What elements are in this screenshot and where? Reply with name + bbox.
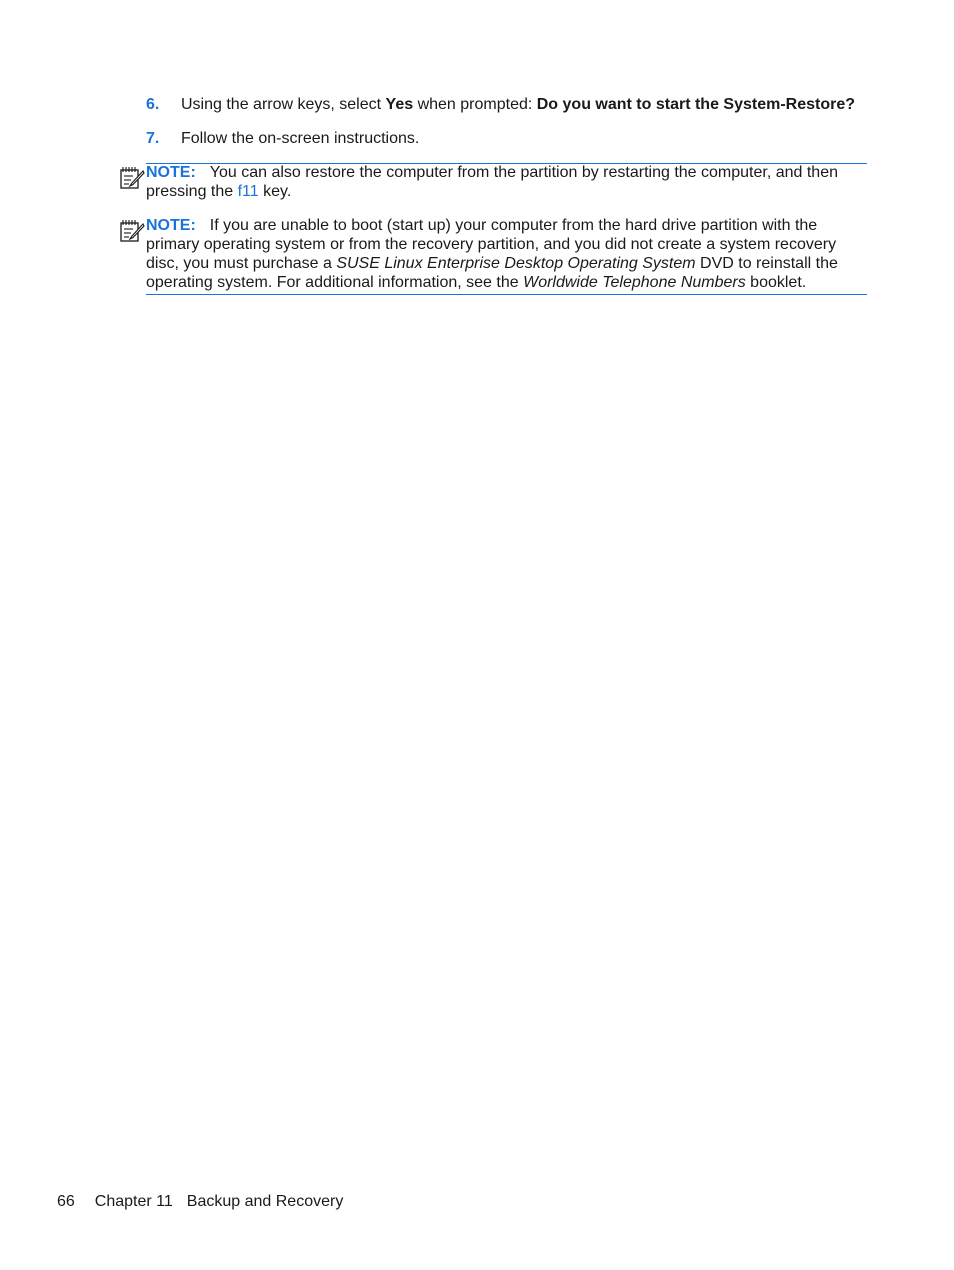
note-pad-icon bbox=[119, 166, 145, 190]
note-rule-bottom bbox=[146, 294, 867, 295]
page-footer bbox=[57, 1192, 343, 1211]
step-number: 6. bbox=[146, 96, 160, 113]
step-text: Follow the on-screen instructions. bbox=[181, 130, 420, 147]
note-title-suse: SUSE Linux Enterprise Desktop Operating System bbox=[336, 255, 696, 272]
note-text: key. bbox=[258, 183, 292, 200]
note-text: You can also restore the computer from the partition by restarting the computer, and then pressing the bbox=[146, 164, 838, 200]
note-text: If you are unable to boot (start up) your computer from the hard drive partition with the primary operating system or from the recovery partition, and you did not create a system recovery disc, you must purchase a bbox=[146, 217, 837, 272]
step-text-part: Using the arrow keys, select bbox=[181, 96, 386, 113]
note-label: NOTE: bbox=[146, 217, 196, 234]
chapter-label: Chapter 11 bbox=[94, 1193, 173, 1210]
page-number: 66 bbox=[57, 1193, 75, 1210]
step-text-yes: Yes bbox=[385, 96, 414, 113]
step-text bbox=[181, 95, 855, 114]
step-text-part: when prompted: bbox=[413, 96, 537, 113]
note-title-telephone: Worldwide Telephone Numbers bbox=[523, 274, 746, 291]
step-number: 7. bbox=[146, 130, 160, 147]
note-label: NOTE: bbox=[146, 164, 196, 181]
note-boot-recovery bbox=[146, 216, 867, 292]
note-text: booklet. bbox=[745, 274, 807, 291]
note-restore-partition bbox=[146, 163, 867, 201]
note-pad-icon bbox=[119, 219, 145, 243]
note-text: DVD to reinstall the operating system. For additional information, see the bbox=[146, 255, 838, 291]
step-text-prompt: Do you want to start the System-Restore? bbox=[536, 96, 856, 113]
f11-key-link[interactable]: f11 bbox=[237, 183, 259, 200]
chapter-title: Backup and Recovery bbox=[186, 1193, 344, 1210]
